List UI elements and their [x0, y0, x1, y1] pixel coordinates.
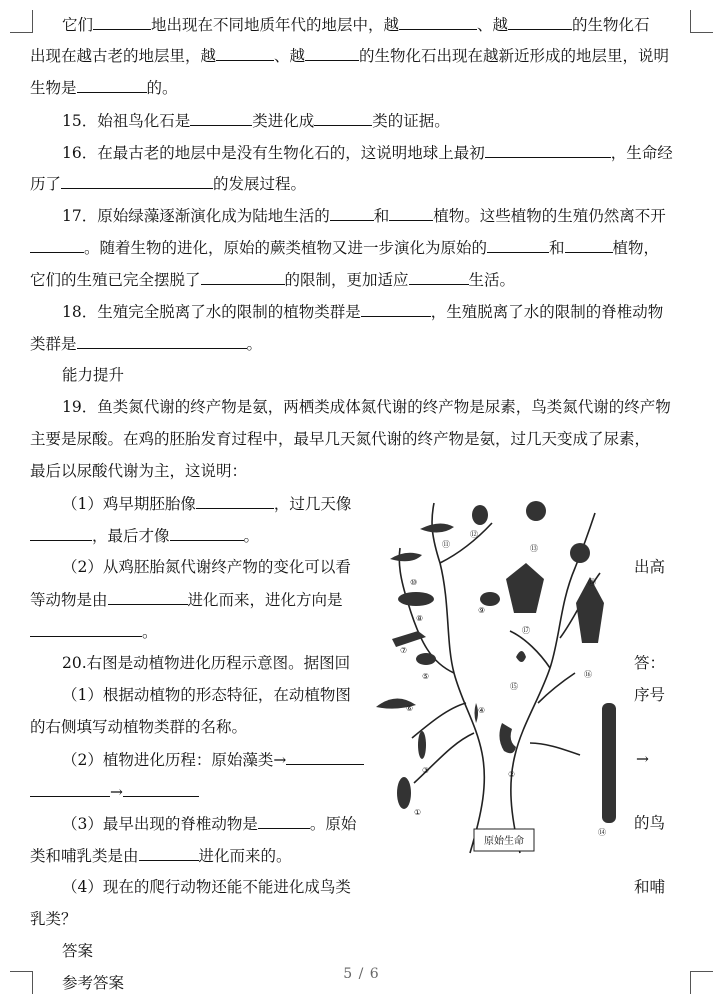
text-line: 类群是 。 — [30, 335, 263, 353]
text-line: 17．原始绿藻逐渐演化成为陆地生活的 和 植物。这些植物的生殖仍然离不开 — [62, 207, 666, 225]
organism-2-icon — [499, 723, 516, 753]
text-line: 最后以尿酸代谢为主，这说明： — [30, 462, 248, 480]
page-number: 5 / 6 — [343, 966, 380, 982]
section-heading: 能力提升 — [62, 366, 125, 384]
svg-text:⑧: ⑧ — [416, 614, 424, 623]
organism-13-icon — [526, 501, 546, 521]
figure-number-labels — [400, 530, 606, 837]
organism-11-icon — [420, 523, 454, 532]
text-line: 的右侧填写动植物类群的名称。 — [30, 718, 248, 736]
text-line: 15．始祖鸟化石是 类进化成 类的证据。 — [62, 112, 450, 130]
text-fragment: 和哺 — [634, 878, 666, 896]
svg-text:①: ① — [414, 808, 422, 817]
text-line: 。 — [30, 621, 158, 642]
text-fragment: → — [636, 750, 649, 768]
svg-text:⑦: ⑦ — [400, 646, 408, 655]
svg-text:⑮: ⑮ — [510, 682, 518, 691]
text-line: （3）最早出现的脊椎动物是 。原始 — [62, 815, 357, 833]
text-line: 生物是 的。 — [30, 79, 178, 97]
text-line: 主要是尿酸。在鸡的胚胎发育过程中，最早几天氮代谢的终产物是氨，过几天变成了尿素， — [30, 430, 651, 448]
text-line: 历了 的发展过程。 — [30, 175, 307, 193]
organism-17-icon — [506, 563, 544, 613]
svg-text:②: ② — [508, 770, 516, 779]
organism-14-icon — [602, 703, 616, 823]
text-line: 类和哺乳类是由 进化而来的。 — [30, 847, 292, 865]
organism-15-icon — [516, 651, 526, 662]
organism-silhouettes — [376, 501, 616, 823]
text-line: （4）现在的爬行动物还能不能进化成鸟类 — [62, 878, 351, 896]
section-heading: 参考答案 — [62, 974, 125, 992]
text-fragment: 出高 — [634, 558, 666, 576]
text-line: ，最后才像 。 — [30, 525, 259, 546]
text-line: 乳类？ — [30, 910, 77, 928]
svg-text:⑤: ⑤ — [422, 672, 430, 681]
svg-text:⑭: ⑭ — [598, 828, 606, 837]
base-label: 原始生命 — [484, 836, 524, 847]
text-line: 等动物是由 进化而来，进化方向是 — [30, 591, 343, 609]
text-line: 。随着生物的进化，原始的蕨类植物又进一步演化为原始的 和 植物， — [30, 237, 659, 258]
crop-mark-top-left — [10, 10, 33, 33]
text-line: 20.右图是动植物进化历程示意图。据图回 — [62, 654, 351, 672]
text-line: 18．生殖完全脱离了水的限制的植物类群是 ，生殖脱离了水的限制的脊椎动物 — [62, 303, 664, 321]
organism-10-icon — [390, 553, 422, 562]
organism-8-icon — [398, 592, 434, 606]
text-line: （2）从鸡胚胎氮代谢终产物的变化可以看 — [62, 558, 351, 576]
organism-1-icon — [397, 777, 411, 809]
organism-5-icon — [416, 653, 436, 665]
svg-text:⑯: ⑯ — [584, 670, 592, 679]
organism-18-icon — [570, 543, 590, 563]
text-fragment: 答： — [634, 654, 666, 672]
text-line: 19．鱼类氮代谢的终产物是氨，两栖类成体氮代谢的终产物是尿素，鸟类氮代谢的终产物 — [62, 398, 671, 416]
text-line: （1）根据动植物的形态特征，在动植物图 — [62, 686, 351, 704]
svg-text:⑫: ⑫ — [470, 530, 478, 539]
evolution-tree-figure — [370, 493, 628, 863]
text-fragment: 的鸟 — [634, 814, 666, 832]
text-line: 它们 地出现在不同地质年代的地层中，越 、越 的生物化石 — [62, 16, 650, 34]
crop-mark-top-right — [690, 10, 713, 33]
text-line: 16．在最古老的地层中是没有生物化石的，这说明地球上最初 ，生命经 — [62, 144, 673, 162]
text-line: → — [30, 781, 199, 802]
svg-text:⑰: ⑰ — [522, 626, 530, 635]
svg-text:⑪: ⑪ — [442, 540, 450, 549]
section-heading: 答案 — [62, 942, 94, 960]
organism-12-icon — [472, 505, 488, 525]
svg-text:⑱: ⑱ — [588, 578, 596, 587]
text-line: （1）鸡早期胚胎像 ，过几天像 — [62, 495, 352, 513]
svg-text:③: ③ — [422, 766, 430, 775]
text-line: 它们的生殖已完全摆脱了 的限制，更加适应 生活。 — [30, 271, 516, 289]
text-line: （2）植物进化历程：原始藻类→ — [62, 749, 364, 770]
tree-trunk-outline — [399, 503, 600, 853]
text-fragment: 序号 — [634, 686, 666, 704]
svg-text:⑨: ⑨ — [478, 606, 486, 615]
organism-3-icon — [418, 731, 426, 759]
text-line: 出现在越古老的地层里，越 、越 的生物化石出现在越新近形成的地层里，说明 — [30, 47, 670, 65]
svg-text:⑩: ⑩ — [410, 578, 418, 587]
svg-text:⑬: ⑬ — [530, 544, 538, 553]
organism-9-icon — [480, 592, 500, 606]
svg-text:⑥: ⑥ — [406, 704, 414, 713]
svg-text:④: ④ — [478, 706, 486, 715]
